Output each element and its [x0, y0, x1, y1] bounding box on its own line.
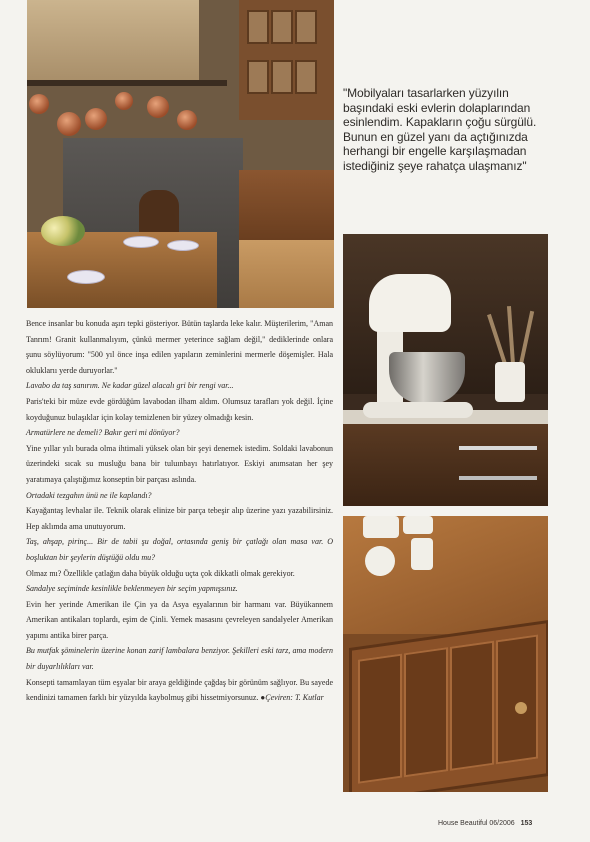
plate	[167, 240, 199, 251]
flower-vase	[41, 216, 85, 246]
kitchen-photo	[27, 0, 334, 308]
paragraph: Yine yıllar yılı burada olma ihtimali yüksek olan bir şeyi denemek istedim. Soldaki lavabonun üzerindeki sıcak su musluğu bana bir tuluınbayı hatırlatıyor. Eskiyi anımsatan her şey yaratımaya çalıştığımız konseptin bir parçası aslında.	[26, 443, 333, 484]
paragraph: Bence insanlar bu konuda aşırı tepki gösteriyor. Bütün taşlarda leke kalır. Müşterilerim, "Aman Tanrım! Granit kullanmalıyım, çünkü mermer yeterince sağlam değil," dediklerinde onlara şunu söylüyorum: "500 yıl önce inşa edilen yapıların zeminlerini mermerle döşemişler. Hala okluklarıı yerde duruyorlar."	[26, 319, 333, 375]
translator-credit: Çeviren: T. Kutlar	[265, 693, 324, 703]
article-body	[26, 316, 333, 706]
mixing-bowl	[389, 352, 465, 404]
drawer-photo	[343, 516, 548, 792]
question: Taş, ahşap, pirinç... Bir de tabii şu doğal, ortasında geniş bir çatlağı olan masa var. O boşluktan bir şeylerin düştüğü oldu mu?	[26, 537, 333, 562]
magazine-issue: House Beautiful 06/2006	[438, 820, 515, 827]
copper-pot	[177, 110, 197, 130]
utensil-crock	[495, 362, 525, 402]
sugar-bowl	[365, 546, 395, 576]
question: Ortadaki tezgahın ünü ne ile kaplandı?	[26, 490, 152, 500]
question: Bu mutfak şöminelerin üzerine konan zarif lambalara benziyor. Şekilleri eski tarz, ama modern bir duyarlılıkları var.	[26, 646, 333, 672]
pot-rail	[27, 80, 227, 86]
cup	[363, 516, 399, 538]
copper-pot	[147, 96, 169, 118]
range-hood	[27, 0, 199, 80]
drawer-slides	[459, 446, 537, 480]
copper-pot	[29, 94, 49, 114]
wood-floor	[239, 240, 334, 308]
stand-mixer	[369, 274, 451, 332]
paragraph: Kayağantaş levhalar ile. Teknik olarak elinize bir parça tebeşir alıp üzerine yazı yazabilirsiniz. Hep aklımda ama unutuyorum.	[26, 506, 333, 531]
mixer-photo	[343, 234, 548, 506]
paragraph: Olmaz mı? Özellikle çatlağın daha büyük olduğu uçta çok dikkatli olmak gerekiyor.	[26, 568, 295, 578]
cup	[403, 516, 433, 534]
question: Armatürlere ne demeli? Bakır geri mi dönüyor?	[26, 428, 180, 438]
drawer-knob	[515, 702, 527, 714]
copper-pot	[57, 112, 81, 136]
mixer-base	[363, 402, 473, 418]
question: Lavabo da taş sanırım. Ne kadar güzel alacalı gri bir rengi var...	[26, 381, 234, 391]
plate	[67, 270, 105, 284]
copper-pot	[85, 108, 107, 130]
plate	[123, 236, 159, 248]
paragraph: Evin her yerinde Amerikan ile Çin ya da Asya eşyalarının bir harmanı var. Büyükannem Amerikan antikaları toplardı, eşim de Çinli. Yemek masasını çevreleyen sandalyeler Amerikan yapımı antika birer parça.	[26, 599, 333, 640]
question: Sandalye seçiminde kesinlikle beklenmeyen bir seçim yapmışsınız.	[26, 584, 238, 594]
creamer	[411, 538, 433, 570]
paragraph: Paris'teki bir müze evde gördüğüm lavabodan ilham aldım. Olumsuz tarafları yok değil. İçine koyduğunuz bulaşıklar için kolay temizlenen bir yüzey olmadığı kesin.	[26, 396, 333, 422]
copper-pot	[115, 92, 133, 110]
page-footer	[438, 820, 532, 827]
page-number: 153	[520, 820, 533, 827]
closing-text: Konsepti tamamlayan tüm eşyalar bir araya geldiğinde çağdaş bir görünüm sağlıyor. Bu sayede kendinizi tamamen farklı bir yüzyılda kaybolmuş gibi hissetmiyorsunuz.	[26, 677, 333, 703]
glass-cabinet	[239, 0, 334, 120]
paragraph	[26, 675, 333, 706]
lower-cabinet	[239, 170, 334, 240]
pull-quote: "Mobilyaları tasarlarken yüzyılın başındaki eski evlerin dolaplarından esinlendim. Kapakların çoğu sürgülü. Bunun en güzel yanı da açtığınızda herhangi bir engelle karşılaşmadan istediğiniz şeye rahatça ulaşmanız"	[343, 86, 537, 173]
